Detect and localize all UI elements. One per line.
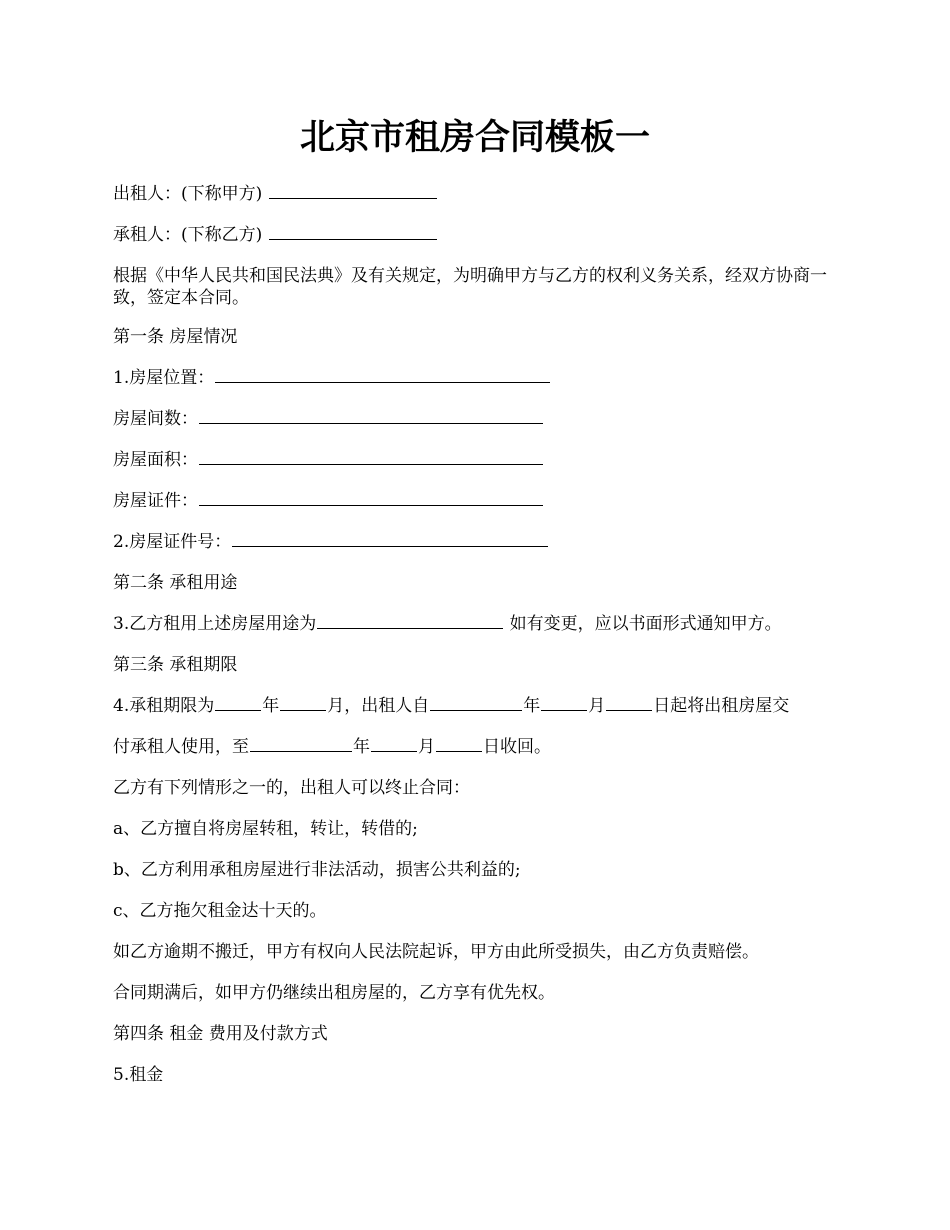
end-day-blank[interactable] — [436, 737, 482, 752]
item-b: b、乙方利用承租房屋进行非法活动，损害公共利益的; — [113, 860, 521, 880]
lessee-blank[interactable] — [269, 225, 437, 240]
term-line-1 — [113, 695, 853, 717]
start-day-blank[interactable] — [606, 696, 652, 711]
term2-text-3: 月 — [418, 737, 435, 757]
purpose-prefix: 3.乙方租用上述房屋用途为 — [113, 614, 317, 634]
overdue-clause: 如乙方逾期不搬迁，甲方有权向人民法院起诉，甲方由此所受损失，由乙方负责赔偿。 — [113, 942, 759, 962]
term-text-6: 日起将出租房屋交 — [653, 696, 790, 716]
lessee-label: 承租人：(下称乙方) — [113, 225, 263, 245]
purpose-blank[interactable] — [317, 614, 503, 629]
term-years-blank[interactable] — [215, 696, 261, 711]
item-a: a、乙方擅自将房屋转租，转让，转借的; — [113, 819, 418, 839]
term-line-2 — [113, 736, 853, 758]
article3-heading: 第三条 承租期限 — [113, 655, 238, 675]
end-month-blank[interactable] — [371, 737, 417, 752]
term2-text-4: 日收回。 — [483, 737, 551, 757]
termination-intro: 乙方有下列情形之一的，出租人可以终止合同： — [113, 778, 470, 798]
article4-heading: 第四条 租金 费用及付款方式 — [113, 1024, 328, 1044]
term-text-4: 年 — [523, 696, 541, 716]
end-year-blank[interactable] — [250, 737, 352, 752]
certificate-no-blank[interactable] — [232, 532, 548, 547]
term-text-2: 年 — [262, 696, 280, 716]
area-blank[interactable] — [199, 450, 543, 465]
lessee-line — [113, 224, 853, 246]
start-year-blank[interactable] — [430, 696, 522, 711]
intro-paragraph: 根据《中华人民共和国民法典》及有关规定，为明确甲方与乙方的权利义务关系，经双方协商一致，签定本合同。 — [113, 266, 827, 308]
location-blank[interactable] — [215, 368, 550, 383]
purpose-suffix: 如有变更，应以书面形式通知甲方。 — [504, 614, 782, 634]
article1-heading: 第一条 房屋情况 — [113, 327, 238, 347]
renewal-clause: 合同期满后，如甲方仍继续出租房屋的，乙方享有优先权。 — [113, 983, 555, 1003]
start-month-blank[interactable] — [541, 696, 587, 711]
location-line — [113, 367, 853, 389]
certificate-blank[interactable] — [199, 491, 543, 506]
area-line — [113, 449, 853, 471]
certificate-line — [113, 490, 853, 512]
rooms-line — [113, 408, 853, 430]
article2-heading: 第二条 承租用途 — [113, 573, 238, 593]
purpose-line — [113, 613, 853, 635]
term2-text-2: 年 — [353, 737, 370, 757]
lessor-blank[interactable] — [269, 184, 437, 199]
term-text-5: 月 — [588, 696, 606, 716]
rent-heading: 5.租金 — [113, 1065, 164, 1085]
document-title: 北京市租房合同模板一 — [299, 117, 650, 158]
area-label: 房屋面积： — [113, 450, 198, 470]
certificate-label: 房屋证件： — [113, 491, 198, 511]
rooms-blank[interactable] — [199, 409, 543, 424]
lessor-label: 出租人：(下称甲方) — [113, 184, 263, 204]
term-text-1: 4.承租期限为 — [113, 696, 215, 716]
location-label: 1.房屋位置： — [113, 368, 215, 388]
item-c: c、乙方拖欠租金达十天的。 — [113, 901, 327, 921]
lessor-line — [113, 183, 853, 205]
rooms-label: 房屋间数： — [113, 409, 198, 429]
term-text-3: 月，出租人自 — [327, 696, 430, 716]
term-months-blank[interactable] — [280, 696, 326, 711]
certificate-no-line — [113, 531, 853, 553]
certificate-no-label: 2.房屋证件号： — [113, 532, 232, 552]
term2-text-1: 付承租人使用，至 — [113, 737, 249, 757]
